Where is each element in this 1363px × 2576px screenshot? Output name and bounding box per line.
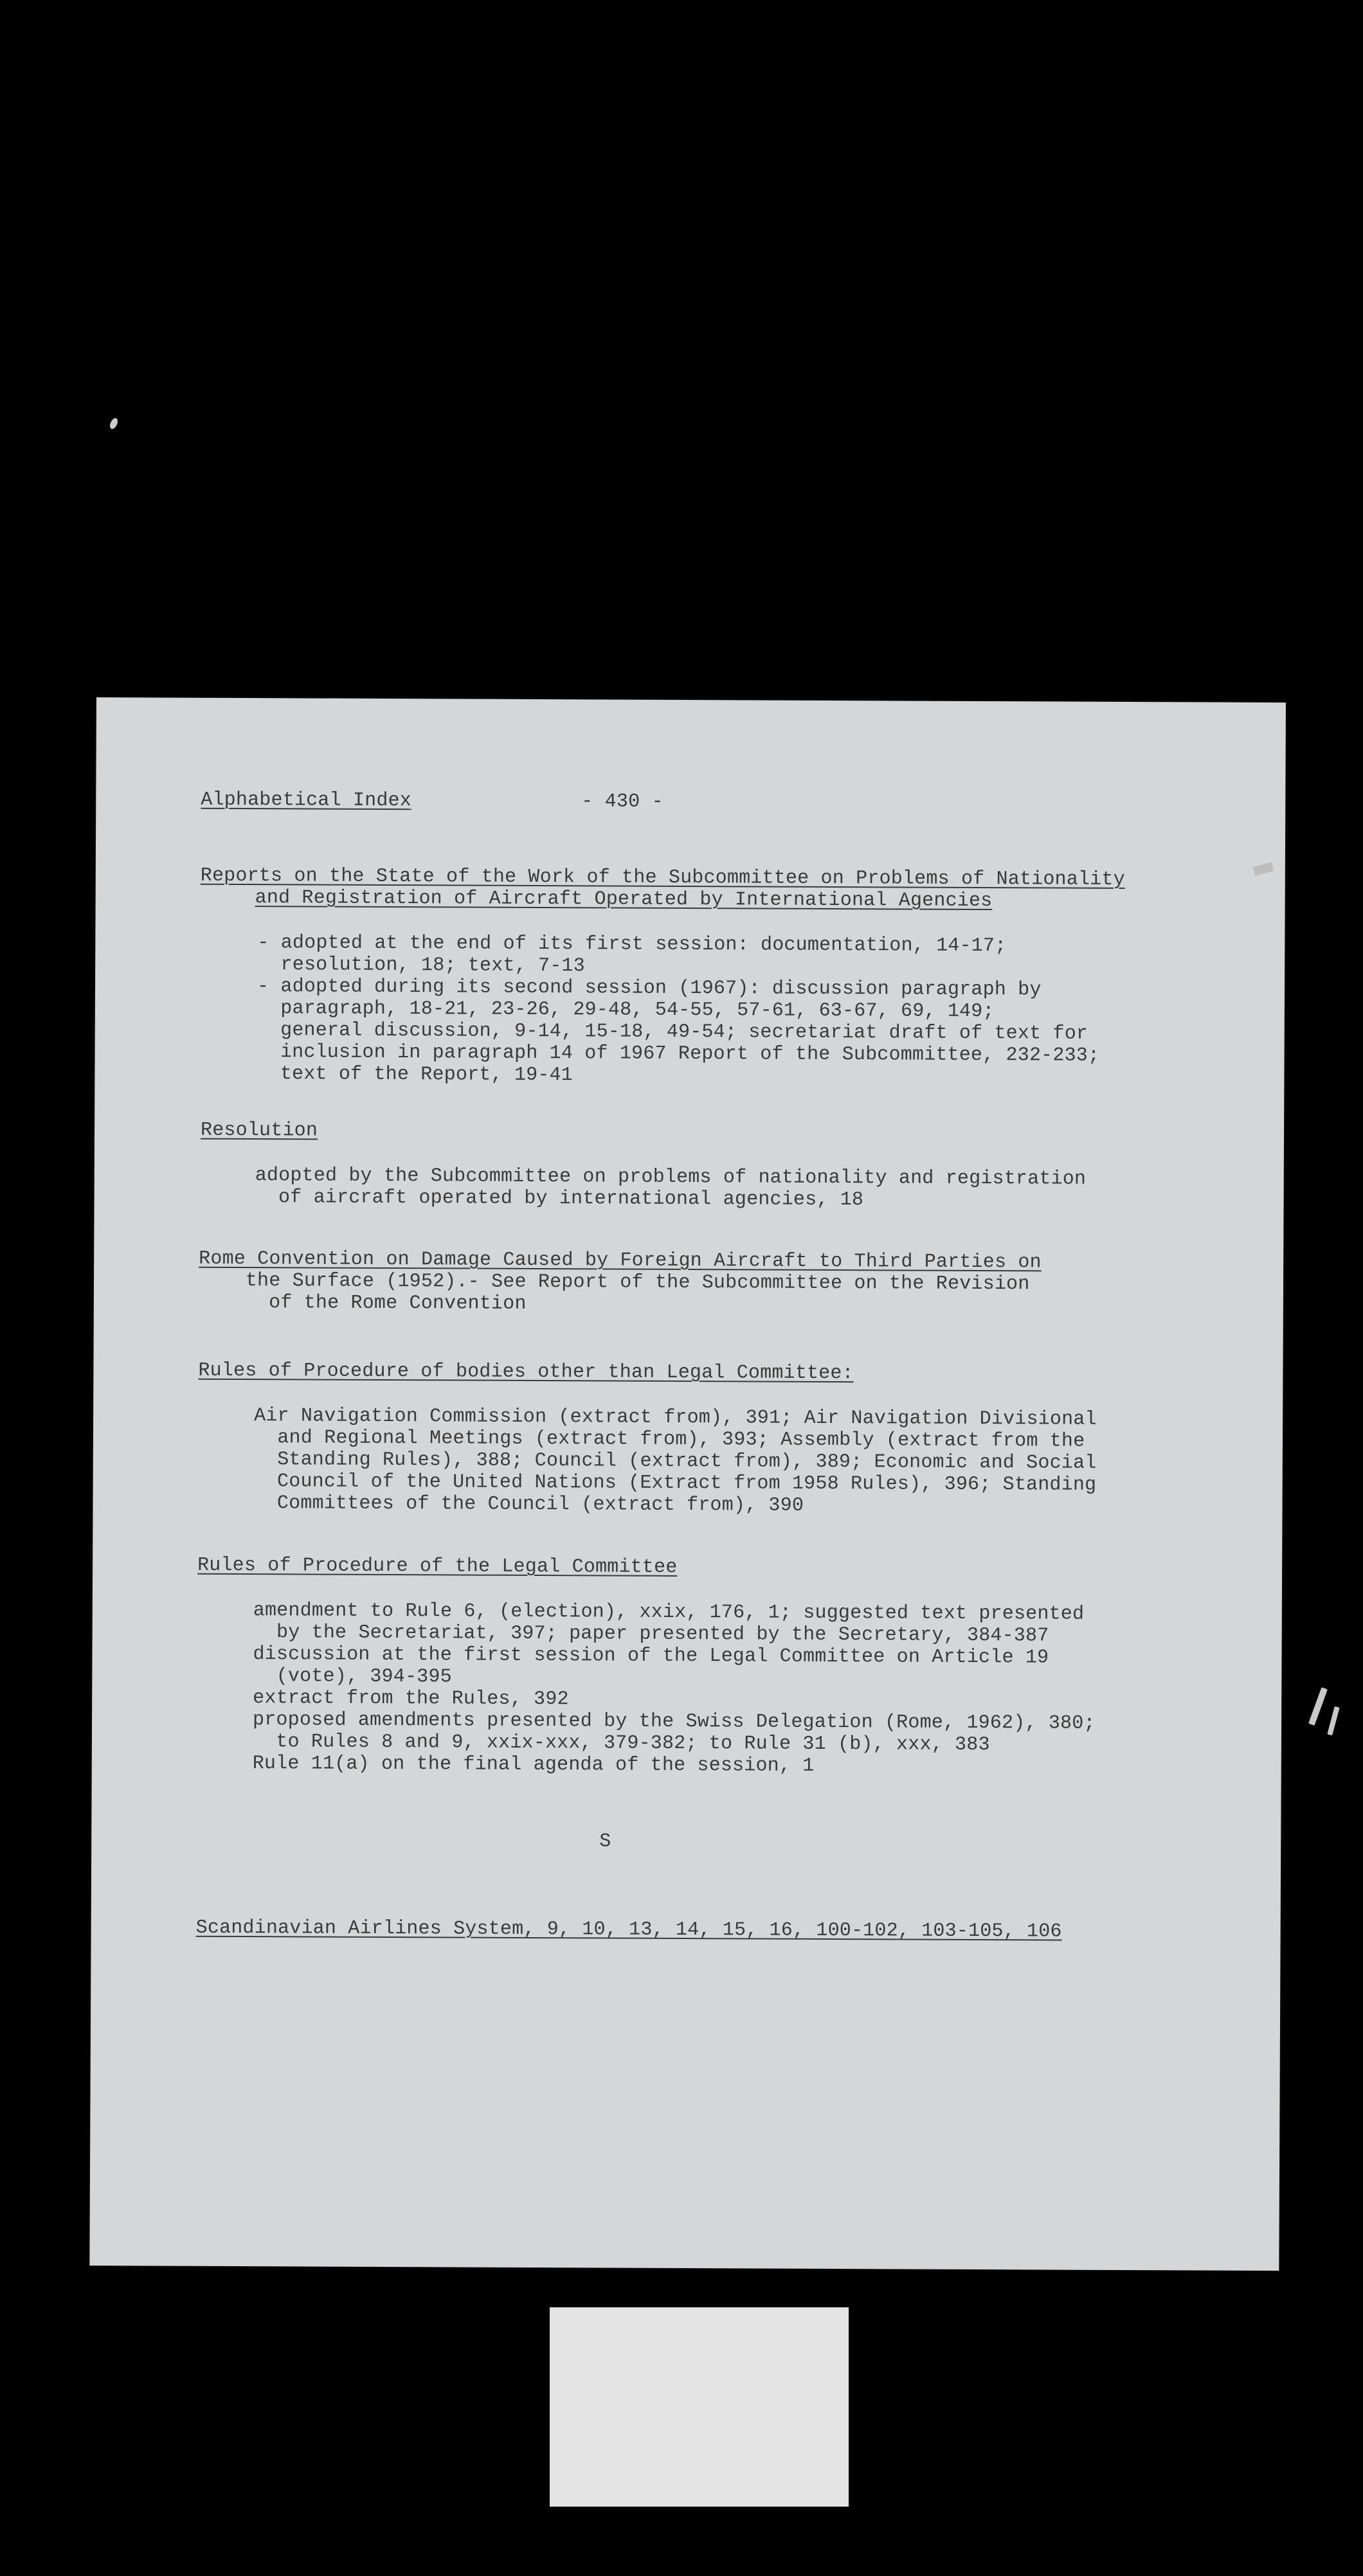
reports-line: - adopted at the end of its first session: documentation, 14-17; xyxy=(257,932,1007,958)
rules-legal-line: amendment to Rule 6, (election), xxix, 176, 1; suggested text presented xyxy=(253,1600,1085,1625)
rules-legal-line: by the Secretariat, 397; paper presented by the Secretary, 384-387 xyxy=(253,1622,1049,1647)
page-edge-mark xyxy=(1308,1687,1328,1726)
page-number: - 430 - xyxy=(581,791,663,813)
resolution-heading: Resolution xyxy=(200,1119,318,1142)
reports-heading-line-2: and Registration of Aircraft Operated by International Agencies xyxy=(255,887,993,913)
rules-other-line: and Regional Meetings (extract from), 393; Assembly (extract from the xyxy=(253,1427,1085,1453)
resolution-line: adopted by the Subcommittee on problems of nationality and registration xyxy=(255,1165,1087,1190)
rules-other-line: Air Navigation Commission (extract from), 391; Air Navigation Divisional xyxy=(254,1405,1097,1431)
rules-legal-line: (vote), 394-395 xyxy=(253,1665,452,1688)
rules-legal-line: proposed amendments presented by the Swiss Delegation (Rome, 1962), 380; xyxy=(252,1709,1096,1735)
document-page xyxy=(89,697,1286,2271)
index-label: Alphabetical Index xyxy=(201,789,412,812)
rules-legal-line: Rule 11(a) on the final agenda of the session, 1 xyxy=(252,1753,815,1777)
rules-legal-line: extract from the Rules, 392 xyxy=(253,1687,569,1711)
reports-line: general discussion, 9-14, 15-18, 49-54; secretariat draft of text for xyxy=(257,1019,1088,1045)
section-letter: S xyxy=(599,1830,611,1853)
rome-convention-line: the Surface (1952).- See Report of the Subcommittee on the Revision xyxy=(198,1269,1030,1296)
page-edge-mark xyxy=(1327,1706,1339,1736)
rome-convention-line: Rome Convention on Damage Caused by Foreign Aircraft to Third Parties on xyxy=(199,1248,1042,1274)
reports-heading-line-1: Reports on the State of the Work of the Subcommittee on Problems of Nationality xyxy=(200,864,1125,891)
resolution-line: of aircraft operated by international agencies, 18 xyxy=(255,1186,864,1212)
dust-speck xyxy=(109,417,120,431)
rules-other-line: Standing Rules), 388; Council (extract from), 389; Economic and Social xyxy=(253,1449,1097,1474)
rules-other-line: Committees of the Council (extract from), 390 xyxy=(253,1492,804,1517)
reports-line: text of the Report, 19-41 xyxy=(257,1063,573,1087)
reports-line: inclusion in paragraph 14 of 1967 Report of the Subcommittee, 232-233; xyxy=(257,1041,1100,1067)
rome-convention-line: of the Rome Convention xyxy=(198,1291,527,1315)
blank-card xyxy=(550,2307,849,2507)
scandinavian-entry: Scandinavian Airlines System, 9, 10, 13, 14, 15, 16, 100-102, 103-105, 106 xyxy=(195,1917,1062,1943)
rules-other-line: Council of the United Nations (Extract from 1958 Rules), 396; Standing xyxy=(253,1471,1097,1496)
rules-legal-heading: Rules of Procedure of the Legal Committee xyxy=(197,1554,678,1579)
reports-line: - adopted during its second session (1967): discussion paragraph by xyxy=(257,976,1042,1001)
reports-line: resolution, 18; text, 7-13 xyxy=(257,954,585,978)
reports-line: paragraph, 18-21, 23-26, 29-48, 54-55, 57-61, 63-67, 69, 149; xyxy=(257,997,995,1023)
rules-legal-line: to Rules 8 and 9, xxix-xxx, 379-382; to Rule 31 (b), xxx, 383 xyxy=(252,1731,990,1757)
rules-legal-line: discussion at the first session of the Legal Committee on Article 19 xyxy=(253,1643,1049,1669)
rules-other-heading: Rules of Procedure of bodies other than Legal Committee: xyxy=(198,1359,854,1385)
